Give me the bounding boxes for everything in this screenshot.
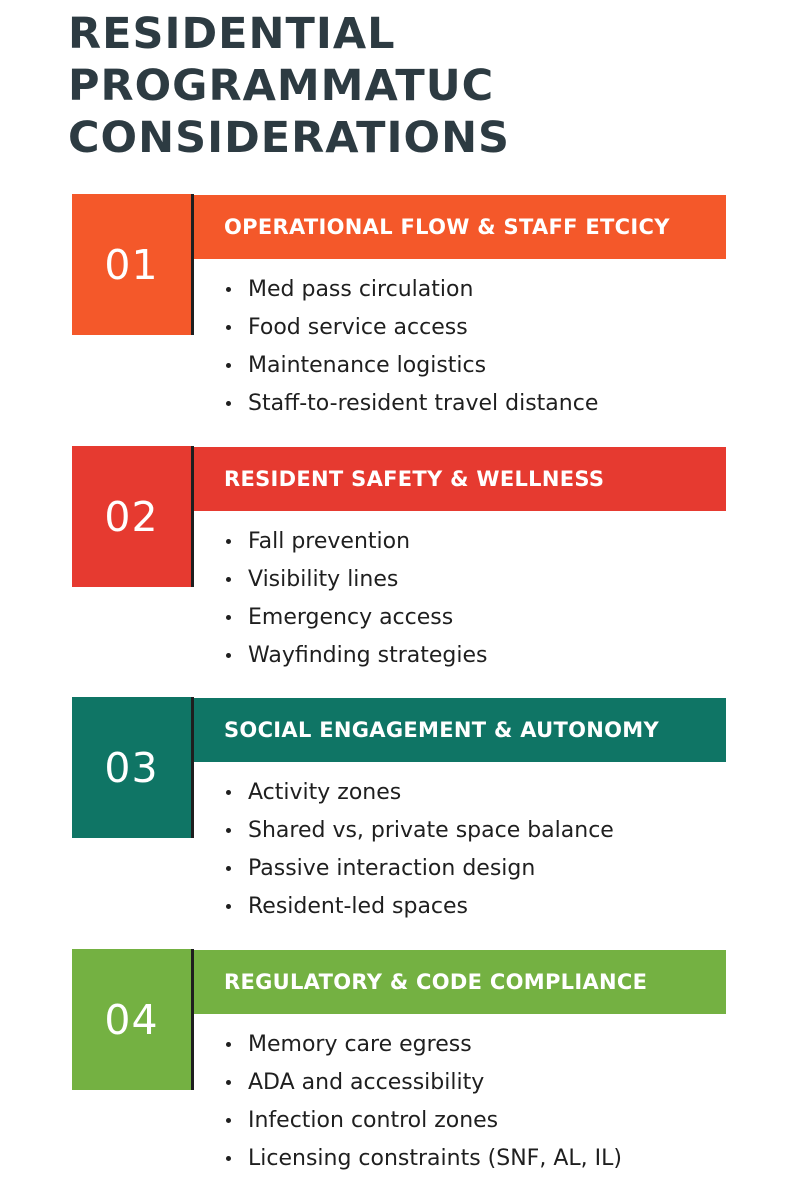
bullet-icon (226, 866, 231, 871)
section-heading: RESIDENT SAFETY & WELLNESS (194, 447, 726, 511)
list-item (222, 1101, 622, 1139)
bullet-icon (226, 325, 231, 330)
list-item-text: Visibility lines (248, 566, 399, 592)
list-item-text: Fall prevention (248, 528, 411, 554)
section-heading: SOCIAL ENGAGEMENT & AUTONOMY (194, 698, 726, 762)
list-item (222, 1139, 622, 1177)
list-item-text: Maintenance logistics (248, 352, 487, 378)
bullet-list (222, 270, 598, 422)
bullet-list (222, 773, 614, 925)
section-number-badge: 04 (72, 949, 194, 1090)
list-item (222, 1025, 622, 1063)
list-item-text: Wayfinding strategies (248, 642, 488, 668)
list-item-text: Infection control zones (248, 1107, 499, 1133)
bullet-icon (226, 828, 231, 833)
list-item (222, 522, 487, 560)
bullet-icon (226, 1156, 231, 1161)
section-resident-safety (72, 446, 726, 676)
list-item-text: Med pass circulation (248, 276, 474, 302)
list-item (222, 598, 487, 636)
list-item-text: Food service access (248, 314, 468, 340)
bullet-icon (226, 653, 231, 658)
list-item (222, 811, 614, 849)
list-item-text: Licensing constraints (SNF, AL, IL) (248, 1145, 622, 1171)
bullet-icon (226, 287, 231, 292)
bullet-icon (226, 615, 231, 620)
list-item-text: Passive interaction design (248, 855, 536, 881)
list-item-text: Shared vs, private space balance (248, 817, 614, 843)
list-item-text: Resident-led spaces (248, 893, 469, 919)
bullet-icon (226, 1042, 231, 1047)
section-operational-flow (72, 194, 726, 424)
bullet-icon (226, 401, 231, 406)
list-item (222, 1063, 622, 1101)
title-line: PROGRAMMATUC (68, 61, 495, 111)
list-item-text: Emergency access (248, 604, 454, 630)
bullet-icon (226, 1118, 231, 1123)
title-line: CONSIDERATIONS (68, 113, 511, 163)
section-regulatory-compliance (72, 949, 726, 1179)
list-item (222, 636, 487, 674)
list-item-text: Staff-to-resident travel distance (248, 390, 599, 416)
bullet-icon (226, 539, 231, 544)
section-heading: OPERATIONAL FLOW & STAFF ETCICY (194, 195, 726, 259)
bullet-list (222, 522, 487, 674)
list-item (222, 849, 614, 887)
bullet-icon (226, 904, 231, 909)
section-social-engagement (72, 697, 726, 927)
list-item (222, 346, 598, 384)
section-number-badge: 01 (72, 194, 194, 335)
title-line: RESIDENTIAL (68, 9, 396, 59)
bullet-list (222, 1025, 622, 1177)
bullet-icon (226, 790, 231, 795)
bullet-icon (226, 1080, 231, 1085)
list-item (222, 560, 487, 598)
list-item-text: Activity zones (248, 779, 402, 805)
list-item-text: ADA and accessibility (248, 1069, 485, 1095)
page-title (68, 8, 768, 164)
section-number-badge: 02 (72, 446, 194, 587)
bullet-icon (226, 577, 231, 582)
list-item (222, 270, 598, 308)
section-heading: REGULATORY & CODE COMPLIANCE (194, 950, 726, 1014)
section-number-badge: 03 (72, 697, 194, 838)
list-item (222, 308, 598, 346)
list-item (222, 384, 598, 422)
list-item (222, 887, 614, 925)
list-item-text: Memory care egress (248, 1031, 472, 1057)
list-item (222, 773, 614, 811)
bullet-icon (226, 363, 231, 368)
